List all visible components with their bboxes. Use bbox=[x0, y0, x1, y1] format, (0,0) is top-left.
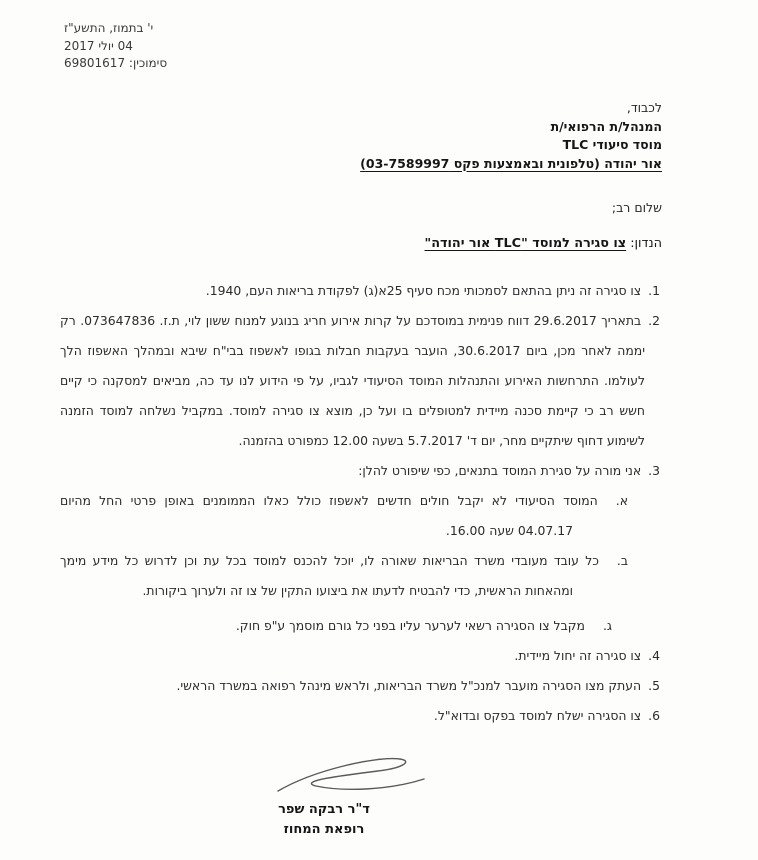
gregorian-date: 04 יולי 2017 bbox=[64, 38, 133, 53]
item-text: בתאריך 29.6.2017 דווח פנימית במוסדכם על קרות אירוע חריג בנוגע למנוח ששון לוי, ת.ז. 073647836. רק יממה לאחר מכן, ביום 30.6.2017, הועבר בעקבות חבלות בגופו לאשפוז בבי"ח שיבא ובמהלך האשפוז הלך לעולמו. התרחשות האירוע והתנהלות המוסד הסיעודי לגביו, על פי הידוע לנו עד כה, מביאים למסקנה כי קיים חשש רב כי קיימת סכנה מיידית למטופלים בו ועל כן, מוצא צו סגירה למוסד. במקביל נשלחה למוסד הזמנה לשימוע דחוף שיתקיים מחר, יום ד' 5.7.2017 בשעה 12.00 כמפורט בהזמנה. bbox=[60, 313, 645, 448]
sub-item-c bbox=[60, 611, 612, 641]
recipient-role: המנהל/ת הרפואי/ת bbox=[550, 118, 662, 134]
subject-text: צו סגירה למוסד "TLC אור יהודה" bbox=[424, 236, 627, 251]
handwritten-signature-icon bbox=[272, 750, 430, 800]
sub-item-text: כל עובד מעובדי משרד הבריאות שאורה לו, יוכל להכנס למוסד בכל עת וכן לדרוש כל מידע מימך ומהאחות הראשית, כדי להבטיח לדעתו את ביצועו התקין של צו זה ולערוך ביקורות. bbox=[60, 553, 599, 598]
sub-item-text: מקבל צו הסגירה רשאי לערער עליו בפני כל גורם מוסמך ע"פ חוק. bbox=[235, 618, 585, 633]
conditions-sublist bbox=[60, 486, 628, 641]
item-text: צו הסגירה ישלח למוסד בפקס ובדוא"ל. bbox=[433, 708, 642, 723]
item-number: 1. bbox=[648, 283, 660, 298]
item-text: צו סגירה זה יחול מיידית. bbox=[514, 648, 642, 663]
sub-item-text: המוסד הסיעודי לא יקבל חולים חדשים לאשפוז כולל כאלו הממומנים באופן פרטי החל מהיום 04.07.17 שעה 16.00. bbox=[60, 493, 598, 538]
sub-item-letter: ב. bbox=[616, 553, 628, 568]
recipient-contact: אור יהודה (טלפונית ובאמצעות פקס 03-7589997) bbox=[360, 155, 662, 171]
salutation: לכבוד, bbox=[626, 100, 662, 115]
greeting: שלום רב; bbox=[611, 200, 662, 215]
signature-block bbox=[240, 800, 408, 840]
item-number: 5. bbox=[648, 678, 660, 693]
order-item-3 bbox=[60, 456, 660, 486]
subject-label: הנדון: bbox=[630, 236, 662, 251]
order-item-4 bbox=[60, 641, 660, 671]
recipient-institution: מוסד סיעודי TLC bbox=[562, 137, 662, 152]
order-item-2 bbox=[60, 306, 660, 456]
hebrew-date: י' בתמוז, התשע"ז bbox=[64, 21, 154, 35]
reference-label: סימוכין: bbox=[128, 56, 168, 70]
subject-line bbox=[425, 236, 662, 251]
recipient-block bbox=[360, 99, 662, 173]
order-body bbox=[60, 276, 660, 731]
sub-item-b bbox=[60, 546, 628, 606]
item-text: צו סגירה זה ניתן בהתאם לסמכותי מכח סעיף 25א(ג) לפקודת בריאות העם, 1940. bbox=[205, 283, 642, 298]
item-number: 4. bbox=[648, 648, 660, 663]
sub-item-a bbox=[60, 486, 628, 546]
reference-number: 69801617 bbox=[64, 56, 126, 70]
signer-title: רופאת המחוז bbox=[283, 822, 365, 837]
item-text: אני מורה על סגירת המוסד בתנאים, כפי שיפורט להלן: bbox=[358, 463, 642, 478]
order-item-1 bbox=[60, 276, 660, 306]
item-number: 6. bbox=[648, 708, 660, 723]
sub-item-letter: א. bbox=[615, 493, 628, 508]
signer-name: ד"ר רבקה שפר bbox=[278, 802, 370, 817]
reference-line bbox=[64, 55, 167, 73]
item-number: 2. bbox=[648, 313, 660, 328]
order-item-6 bbox=[60, 701, 660, 731]
order-item-5 bbox=[60, 671, 660, 701]
sent-date-block bbox=[64, 20, 167, 73]
sub-item-letter: ג. bbox=[602, 618, 612, 633]
item-number: 3. bbox=[648, 463, 660, 478]
item-text: העתק מצו הסגירה מועבר למנכ"ל משרד הבריאות, ולראש מינהל רפואה במשרד הראשי. bbox=[176, 678, 642, 693]
